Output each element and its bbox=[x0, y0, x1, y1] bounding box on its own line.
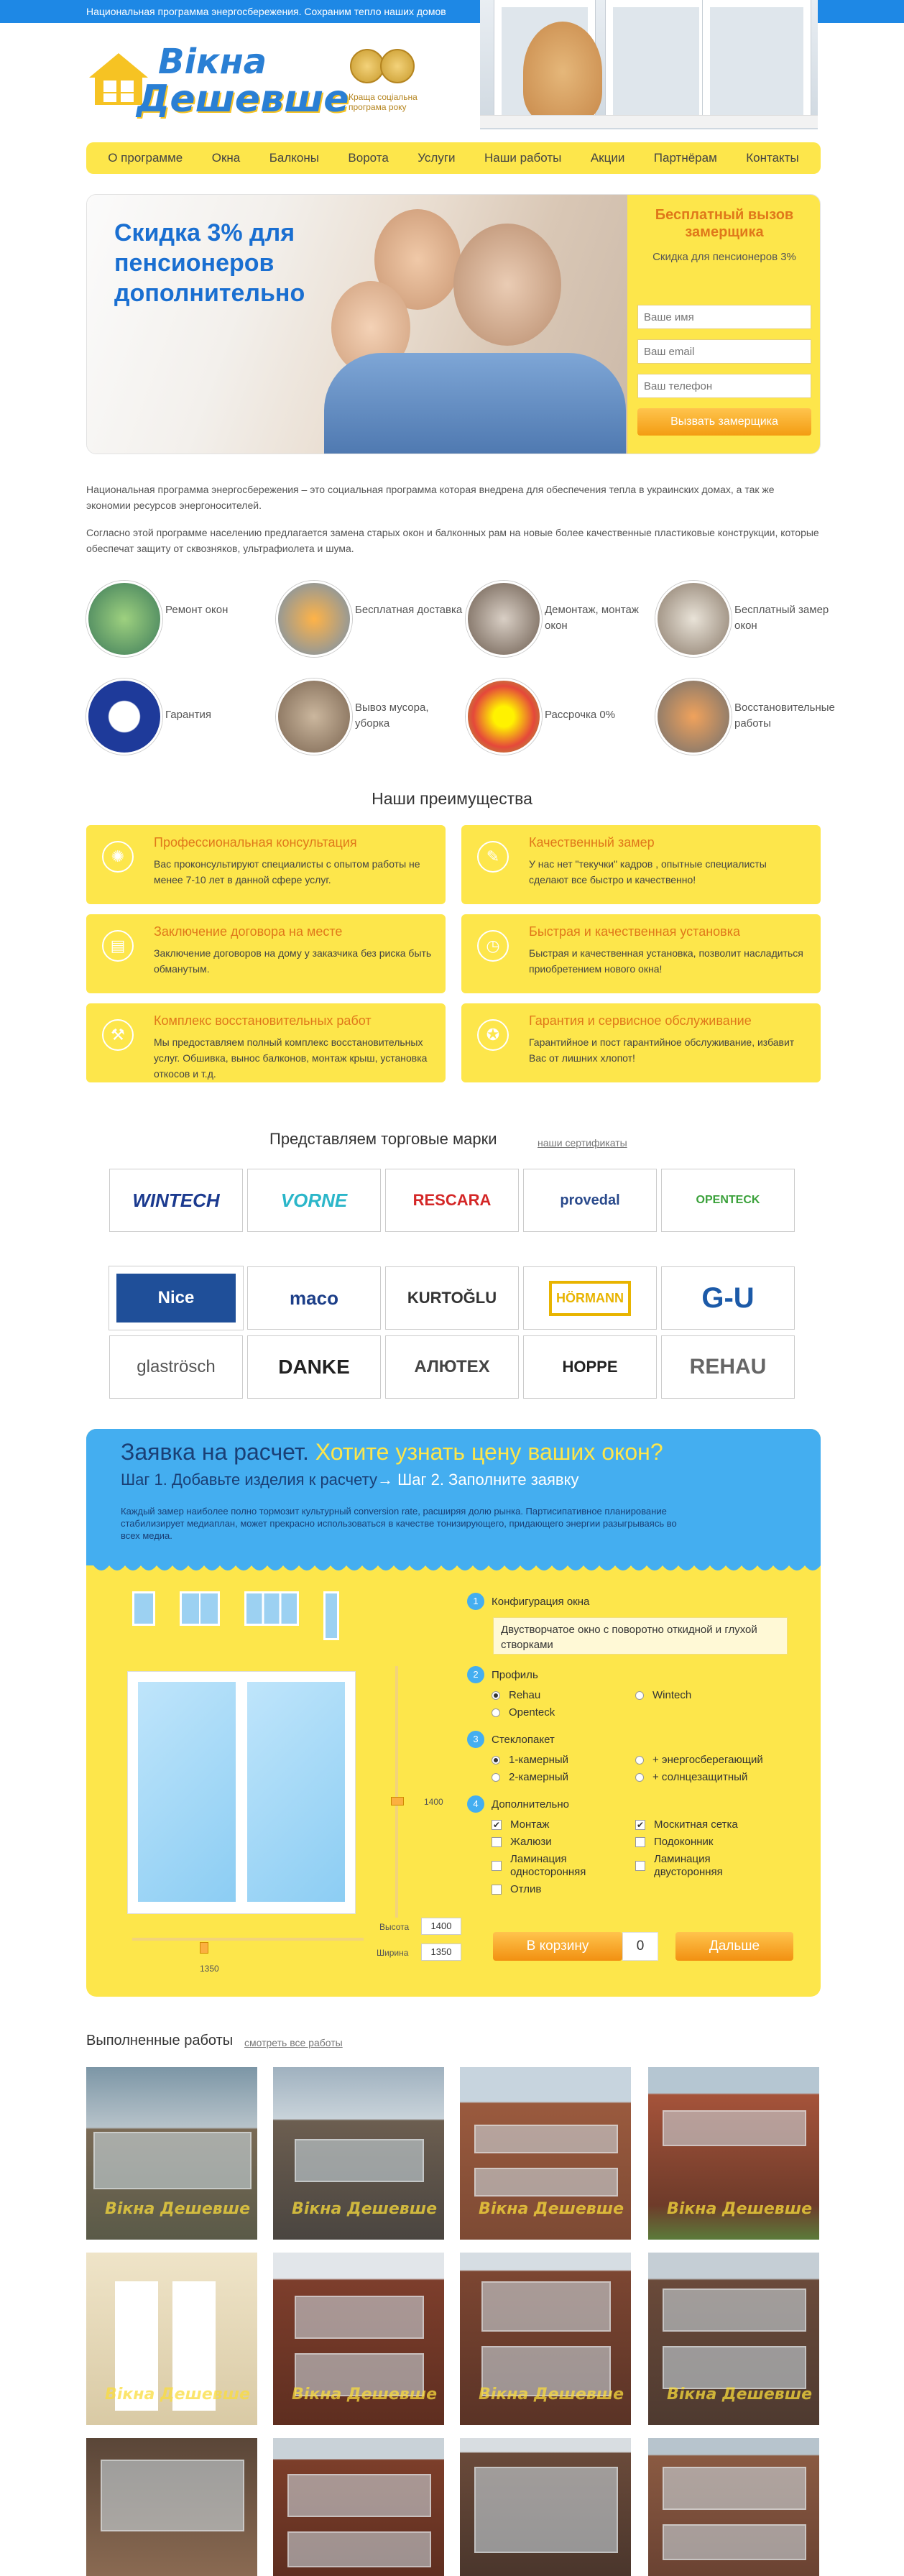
logo[interactable] bbox=[86, 36, 349, 129]
intro-paragraph: Национальная программа энергосбережения – это социальная программа которая внедрена для обеспечения тепла в украинских домах, а так же экономии ресурсов энергоносителей. bbox=[86, 484, 775, 511]
brand-logo[interactable]: Nice bbox=[109, 1266, 243, 1330]
delivery-truck-icon bbox=[276, 581, 352, 657]
service-item[interactable] bbox=[655, 678, 842, 758]
nav-item-services[interactable]: Услуги bbox=[418, 151, 456, 165]
glass-radio-sun-protection[interactable]: + солнцезащитный bbox=[635, 1771, 779, 1784]
services-grid bbox=[86, 581, 848, 760]
height-label: Высота bbox=[379, 1922, 410, 1932]
nav-item-promotions[interactable]: Акции bbox=[590, 151, 625, 165]
cat-image bbox=[523, 22, 602, 122]
advantage-text: У нас нет "текучки" кадров , опытные специалисты сделают все быстро и качественно! bbox=[529, 858, 767, 886]
work-photo[interactable] bbox=[648, 2438, 819, 2576]
advantage-title: Качественный замер bbox=[529, 835, 655, 850]
service-label: Бесплатная доставка bbox=[355, 604, 463, 616]
checkmark-icon: ✔ bbox=[636, 1820, 645, 1830]
medal-icon bbox=[380, 49, 415, 83]
top-bar-text: Национальная программа энергосбережения. Сохраним тепло наших домов bbox=[86, 6, 446, 17]
tools-icon: ⚒ bbox=[102, 1019, 134, 1051]
intro-paragraph: Согласно этой программе населению предлагается замена старых окон и балконных рам на новые более качественные пластиковые конструкции, которые обеспечат защиту от сквозняков, ультрафиолета и шума. bbox=[86, 527, 819, 554]
profile-radio-openteck[interactable]: Openteck bbox=[492, 1706, 635, 1719]
option-section-header: 1 Конфигурация окна bbox=[467, 1593, 805, 1610]
service-label: Гарантия bbox=[165, 709, 211, 721]
intro-text bbox=[86, 482, 821, 556]
service-label: Восстановительные работы bbox=[734, 702, 835, 730]
advantage-text: Гарантийное и пост гарантийное обслуживание, избавит Вас от лишних хлопот! bbox=[529, 1036, 795, 1064]
extra-checkbox-drip-edge[interactable]: Отлив bbox=[492, 1883, 635, 1896]
advantage-card bbox=[461, 914, 821, 993]
extra-options bbox=[492, 1818, 805, 1896]
window-config-select[interactable]: Двустворчатое окно с поворотно откидной и глухой створками bbox=[493, 1617, 788, 1655]
window-frame bbox=[703, 0, 811, 122]
work-photo[interactable] bbox=[86, 2438, 257, 2576]
window-type-triple[interactable] bbox=[244, 1591, 299, 1626]
height-slider-track[interactable] bbox=[395, 1666, 398, 1918]
lightbulb-icon: ✺ bbox=[102, 841, 134, 873]
extra-checkbox-installation[interactable]: ✔ Монтаж bbox=[492, 1818, 550, 1831]
award-badge bbox=[349, 49, 420, 128]
brand-logo[interactable]: OPENTECK bbox=[661, 1169, 795, 1232]
callback-form bbox=[627, 195, 821, 454]
main-nav bbox=[86, 142, 821, 174]
restoration-icon bbox=[655, 678, 732, 755]
glass-radio-energy-saving[interactable]: + энергосберегающий bbox=[635, 1754, 779, 1767]
profile-radio-wintech[interactable]: Wintech bbox=[635, 1689, 779, 1702]
calculator-description: Каждый замер наиболее полно тормозит культурный conversion rate, расширяя долю рынка. Партисипативное планирование стабилизирует медиаплан, может прекрасно использоваться в качестве тонизирующего, придающего энергии разыгрываясь во всех медиа. bbox=[121, 1506, 677, 1541]
brands-heading: Представляем торговые марки bbox=[269, 1130, 497, 1148]
service-item[interactable] bbox=[466, 678, 652, 758]
brand-logo[interactable]: REHAU bbox=[661, 1335, 795, 1399]
stopwatch-icon: ◷ bbox=[477, 930, 509, 962]
work-photo[interactable]: Вікна Дешевше bbox=[273, 2253, 444, 2425]
calculator-steps: Шаг 1. Добавьте изделия к расчету→ Шаг 2. Заполните заявку bbox=[121, 1471, 579, 1489]
service-item[interactable] bbox=[86, 678, 273, 758]
window-pane-right bbox=[247, 1682, 345, 1902]
name-input[interactable] bbox=[637, 305, 811, 329]
checkmark-icon: ✔ bbox=[492, 1820, 501, 1830]
work-photo[interactable] bbox=[273, 2438, 444, 2576]
installment-icon bbox=[466, 678, 542, 755]
brand-logo[interactable]: HÖRMANN bbox=[523, 1266, 657, 1330]
calculator-title: Заявка на расчет. Хотите узнать цену ваших окон? bbox=[121, 1439, 663, 1465]
medal-icon bbox=[350, 49, 384, 83]
nav-item-gates[interactable]: Ворота bbox=[348, 151, 389, 165]
extra-checkbox-lamination-two-side[interactable]: Ламинация двусторонняя bbox=[635, 1853, 779, 1879]
ruler-icon: ✎ bbox=[477, 841, 509, 873]
installation-icon bbox=[466, 581, 542, 657]
window-frame bbox=[606, 0, 706, 122]
email-input[interactable] bbox=[637, 339, 811, 364]
nav-item-partners[interactable]: Партнёрам bbox=[653, 151, 717, 165]
brand-logo[interactable]: KURTOĞLU bbox=[385, 1266, 519, 1330]
service-item[interactable] bbox=[86, 581, 273, 660]
width-input[interactable]: 1350 bbox=[421, 1944, 461, 1961]
nav-item-contacts[interactable]: Контакты bbox=[746, 151, 799, 165]
glass-options bbox=[492, 1754, 805, 1784]
phone-input[interactable] bbox=[637, 374, 811, 398]
advantage-text: Мы предоставляем полный комплекс восстановительных услуг. Обшивка, вынос балконов, монтаж крыш, установка откосов и т.д. bbox=[154, 1036, 428, 1080]
advantage-text: Быстрая и качественная установка, позволит насладиться приобретением нового окна! bbox=[529, 947, 803, 975]
advantage-card bbox=[86, 1003, 446, 1082]
service-item[interactable] bbox=[276, 581, 463, 660]
work-photo[interactable] bbox=[460, 2438, 631, 2576]
profile-options bbox=[492, 1689, 805, 1719]
hero-title: Скидка 3% для пенсионеров дополнительно bbox=[114, 219, 305, 307]
height-slider-value: 1400 bbox=[424, 1797, 443, 1807]
service-label: Ремонт окон bbox=[165, 604, 229, 616]
advantage-card bbox=[461, 1003, 821, 1082]
document-icon: ▤ bbox=[102, 930, 134, 962]
option-section-header: 2 Профиль bbox=[467, 1666, 805, 1683]
nav-item-windows[interactable]: Окна bbox=[211, 151, 241, 165]
debris-icon bbox=[276, 678, 352, 755]
cart-count: 0 bbox=[622, 1932, 658, 1961]
window-pane-left bbox=[138, 1682, 236, 1902]
service-label: Демонтаж, монтаж окон bbox=[545, 604, 639, 632]
advantage-card bbox=[86, 914, 446, 993]
works-heading: Выполненные работы bbox=[86, 2033, 234, 2048]
nav-item-works[interactable]: Наши работы bbox=[484, 151, 562, 165]
extra-checkbox-windowsill[interactable]: Подоконник bbox=[635, 1836, 779, 1849]
hero-banner bbox=[86, 194, 821, 454]
window-sill bbox=[480, 115, 818, 128]
measure-icon bbox=[655, 581, 732, 657]
advantage-title: Заключение договора на месте bbox=[154, 924, 343, 939]
window-type-door[interactable] bbox=[323, 1591, 339, 1640]
width-slider-handle[interactable] bbox=[200, 1942, 208, 1954]
width-slider-value: 1350 bbox=[200, 1964, 219, 1974]
work-photo[interactable]: Вікна Дешевше bbox=[648, 2253, 819, 2425]
view-all-works-link[interactable]: смотреть все работы bbox=[244, 2037, 343, 2048]
guarantee-badge-icon bbox=[86, 678, 162, 755]
advantage-title: Комплекс восстановительных работ bbox=[154, 1013, 372, 1028]
window-type-single[interactable] bbox=[132, 1591, 155, 1626]
option-section-header: 4 Дополнительно bbox=[467, 1795, 805, 1813]
logo-text-line1: Вікна bbox=[158, 42, 267, 82]
brand-logo[interactable]: glaströsch bbox=[109, 1335, 243, 1399]
option-section-header: 3 Стеклопакет bbox=[467, 1731, 805, 1748]
calculator-header bbox=[86, 1429, 821, 1565]
brand-logo[interactable]: VORNE bbox=[247, 1169, 381, 1232]
call-measurer-button[interactable]: Вызвать замерщика bbox=[637, 408, 811, 436]
width-slider-track[interactable] bbox=[132, 1938, 364, 1941]
form-title: Бесплатный вызов замерщика bbox=[655, 207, 794, 240]
service-label: Рассрочка 0% bbox=[545, 709, 616, 721]
height-input[interactable]: 1400 bbox=[421, 1918, 461, 1935]
work-photo[interactable]: Вікна Дешевше bbox=[273, 2067, 444, 2240]
service-label: Бесплатный замер окон bbox=[734, 604, 829, 632]
advantage-card bbox=[461, 825, 821, 904]
service-item[interactable] bbox=[466, 581, 652, 660]
form-subtitle: Скидка для пенсионеров 3% bbox=[652, 251, 796, 263]
brand-logo[interactable]: provedal bbox=[523, 1169, 657, 1232]
window-repair-icon bbox=[86, 581, 162, 657]
award-text: Краща соціальна програма року bbox=[349, 92, 418, 112]
service-item[interactable] bbox=[276, 678, 463, 758]
advantage-title: Гарантия и сервисное обслуживание bbox=[529, 1013, 752, 1028]
nav-item-about[interactable]: О программе bbox=[108, 151, 183, 165]
width-label: Ширина bbox=[377, 1948, 409, 1958]
extra-checkbox-mosquito-net[interactable]: ✔ Москитная сетка bbox=[636, 1818, 738, 1831]
brand-logo[interactable]: HOPPE bbox=[523, 1335, 657, 1399]
nav-item-balconies[interactable]: Балконы bbox=[269, 151, 319, 165]
medal-icon: ✪ bbox=[477, 1019, 509, 1051]
profile-radio-rehau[interactable]: Rehau bbox=[492, 1689, 635, 1702]
logo-text-line2: Дешевше bbox=[137, 78, 349, 121]
glass-radio-2-chamber[interactable]: 2-камерный bbox=[492, 1771, 635, 1784]
advantages-heading: Наши преимущества bbox=[372, 789, 532, 808]
calculator-options bbox=[467, 1586, 805, 1896]
brand-logo[interactable]: G-U bbox=[661, 1266, 795, 1330]
work-photo[interactable]: Вікна Дешевше bbox=[460, 2067, 631, 2240]
header-window-cat-image bbox=[480, 0, 818, 129]
next-button[interactable]: Дальше bbox=[675, 1932, 793, 1961]
glass-radio-1-chamber[interactable]: 1-камерный bbox=[492, 1754, 635, 1767]
window-preview bbox=[128, 1672, 355, 1913]
service-item[interactable] bbox=[655, 581, 842, 660]
work-photo[interactable]: Вікна Дешевше bbox=[460, 2253, 631, 2425]
work-photo[interactable]: Вікна Дешевше bbox=[648, 2067, 819, 2240]
advantage-text: Заключение договоров на дому у заказчика без риска быть обманутым. bbox=[154, 947, 432, 975]
work-photo[interactable]: Вікна Дешевше bbox=[86, 2067, 257, 2240]
add-to-cart-button[interactable]: В корзину bbox=[493, 1932, 622, 1961]
work-photo[interactable]: Вікна Дешевше bbox=[86, 2253, 257, 2425]
extra-checkbox-lamination-one-side[interactable]: Ламинация односторонняя bbox=[492, 1853, 635, 1879]
service-label: Вывоз мусора, уборка bbox=[355, 702, 429, 730]
calculator-section bbox=[86, 1429, 821, 1997]
brand-logo[interactable]: RESCARA bbox=[385, 1169, 519, 1232]
window-type-double[interactable] bbox=[180, 1591, 220, 1626]
advantage-title: Быстрая и качественная установка bbox=[529, 924, 740, 939]
height-slider-handle[interactable] bbox=[391, 1797, 404, 1806]
extra-checkbox-blinds[interactable]: Жалюзи bbox=[492, 1836, 635, 1849]
brand-logo[interactable]: DANKE bbox=[247, 1335, 381, 1399]
brand-logo[interactable]: WINTECH bbox=[109, 1169, 243, 1232]
advantage-card bbox=[86, 825, 446, 904]
wave-divider bbox=[86, 1558, 821, 1576]
advantage-text: Вас проконсультируют специалисты с опытом работы не менее 7-10 лет в данной сфере услуг. bbox=[154, 858, 420, 886]
advantage-title: Профессиональная консультация bbox=[154, 835, 357, 850]
certificates-link[interactable]: наши сертификаты bbox=[538, 1137, 627, 1149]
brand-logo[interactable]: АЛЮТЕХ bbox=[385, 1335, 519, 1399]
brand-logo[interactable]: maco bbox=[247, 1266, 381, 1330]
